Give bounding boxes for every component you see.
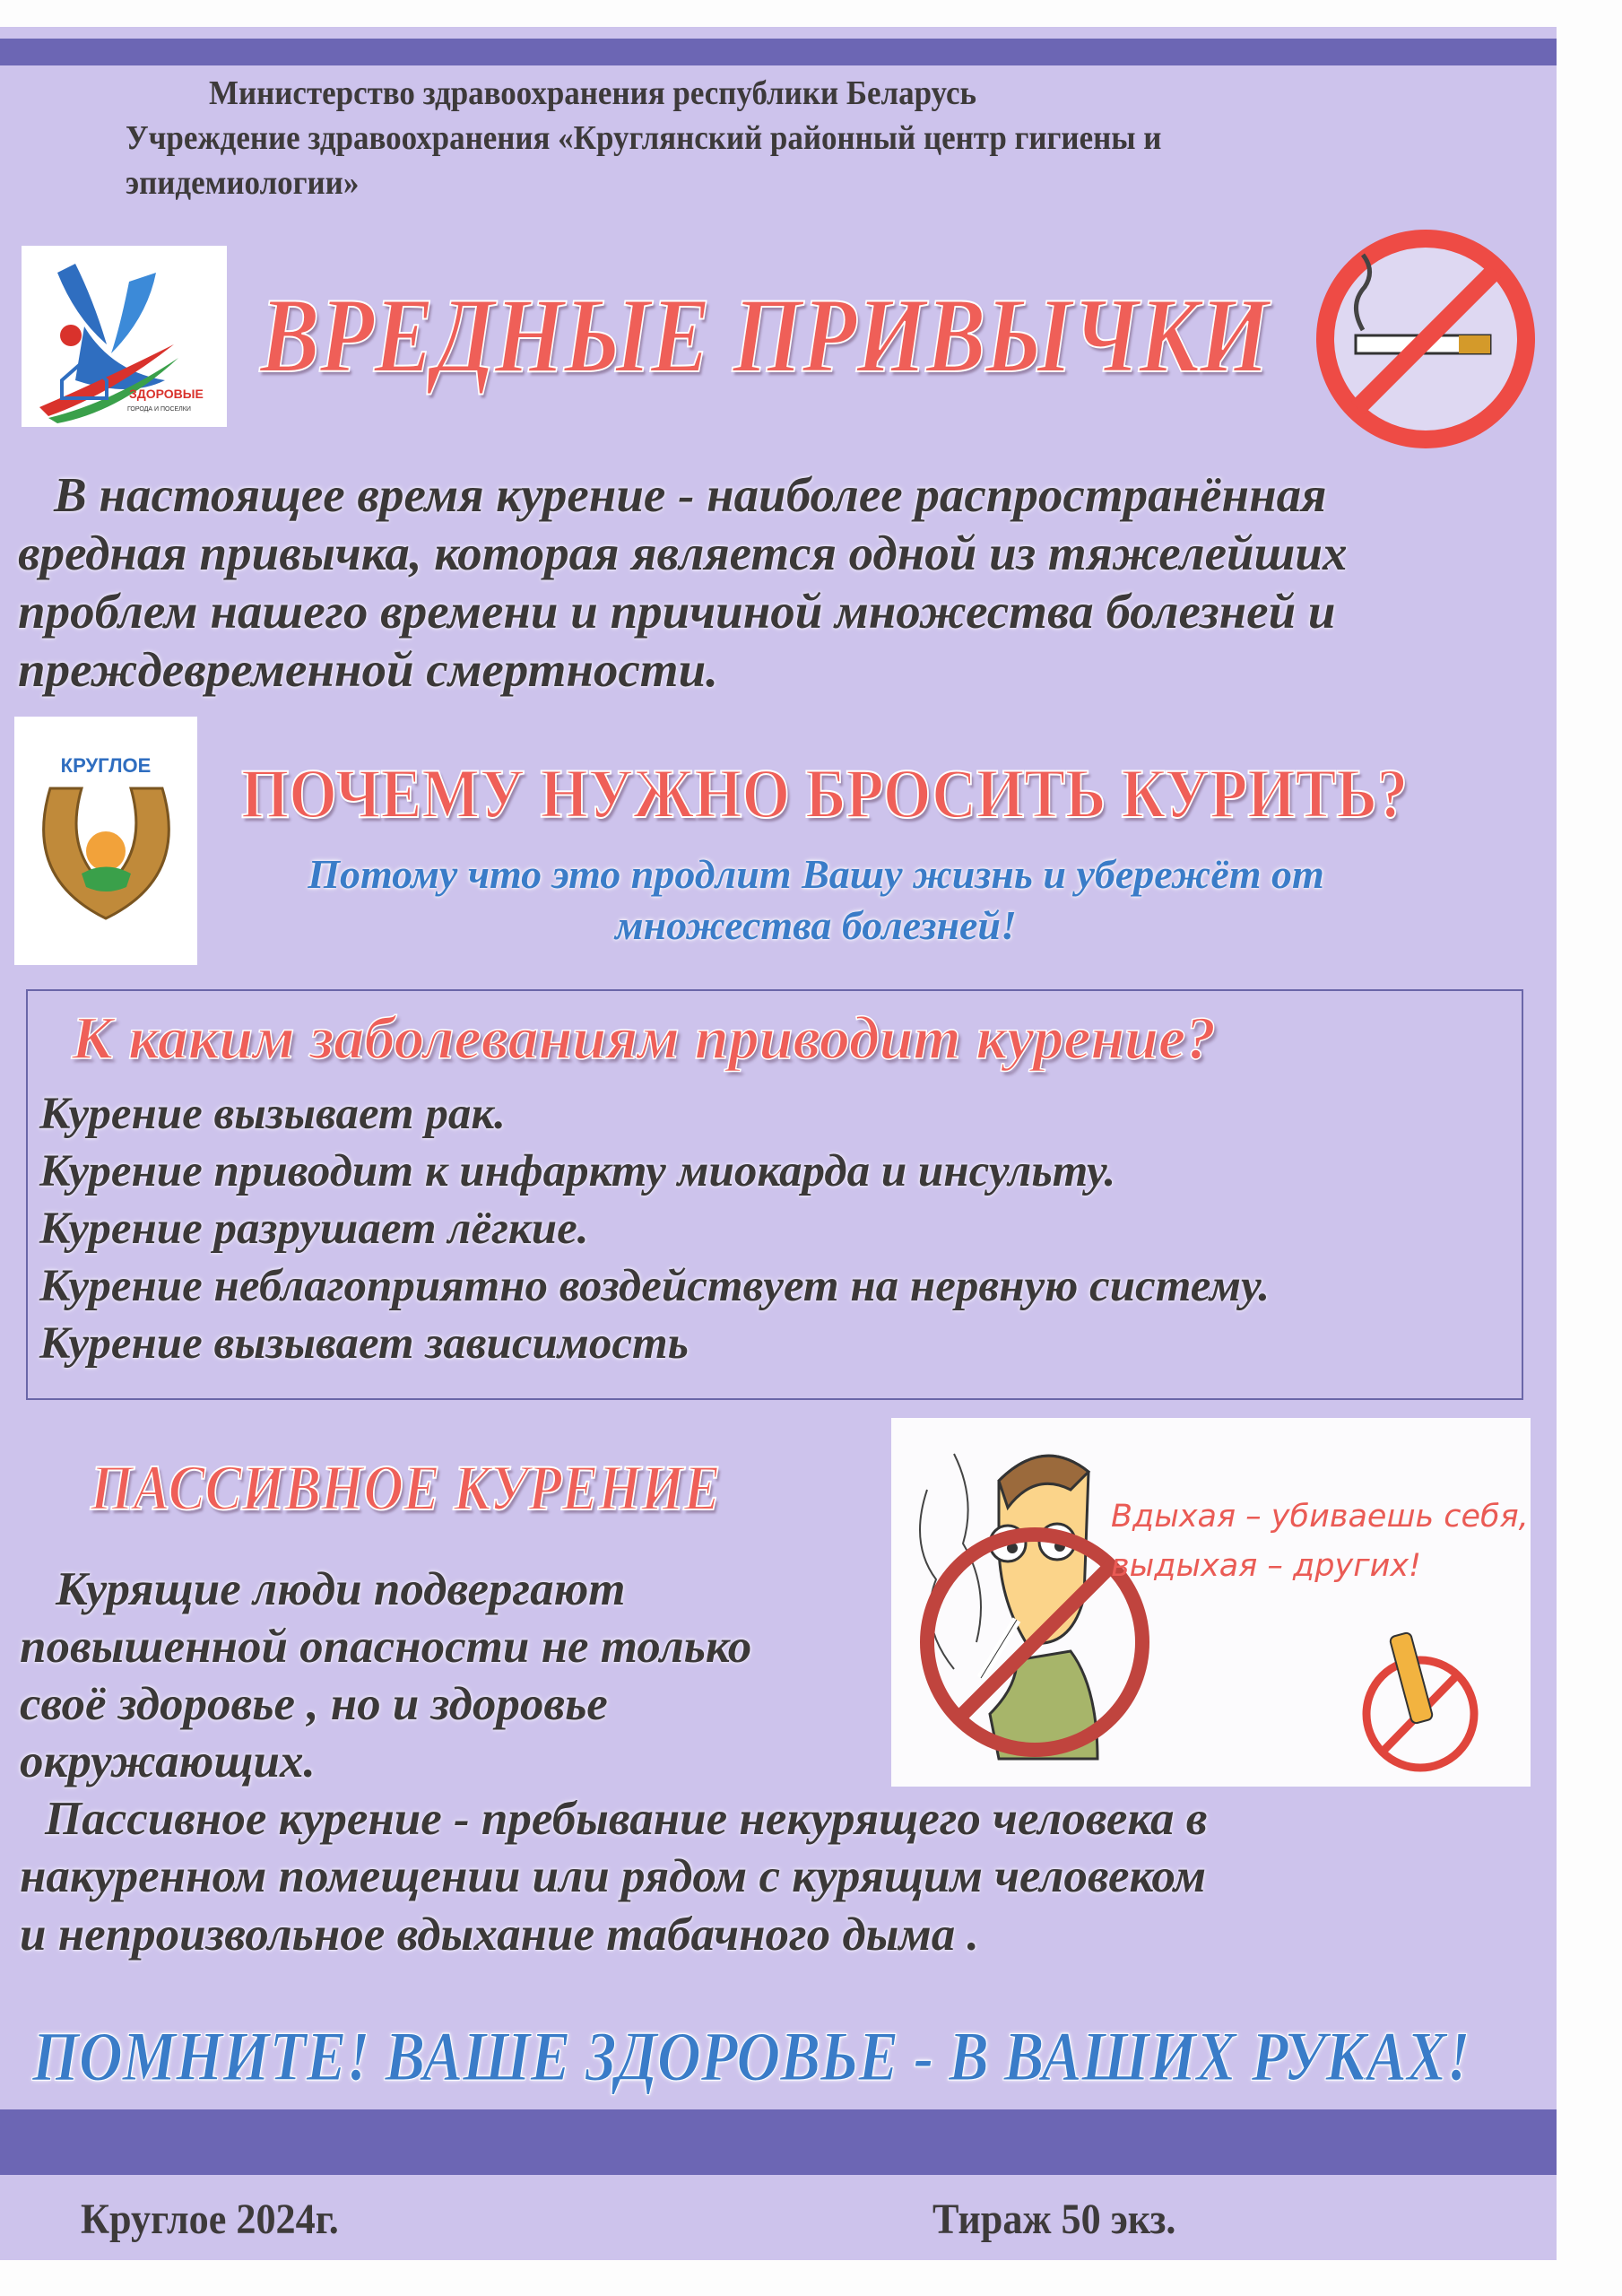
why-answer-line-1: Потому что это продлит Вашу жизнь и убережёт от (308, 851, 1324, 897)
footer-circulation: Тираж 50 экз. (932, 2196, 1176, 2243)
list-item: Курение разрушает лёгкие. (39, 1204, 589, 1254)
healthy-cities-logo (22, 246, 227, 427)
institution-line-2: эпидемиологии» (126, 164, 360, 202)
passive-smoking-heading: ПАССИВНОЕ КУРЕНИЕ (91, 1452, 721, 1524)
list-item: Курение неблагоприятно воздействует на нервную систему. (39, 1261, 1271, 1311)
bottom-band (0, 2109, 1557, 2175)
horseshoe-logo-icon (14, 717, 197, 965)
list-item: Курение приводит к инфаркту миокарда и инсульту. (39, 1146, 1116, 1196)
svg-text:ГОРОДА И ПОСЕЛКИ: ГОРОДА И ПОСЕЛКИ (127, 406, 191, 413)
svg-text:ЗДОРОВЫЕ: ЗДОРОВЫЕ (129, 387, 204, 401)
illustration-caption-line-1: Вдыхая – убиваешь себя, (1111, 1499, 1529, 1535)
krugloe-logo (14, 717, 197, 965)
svg-text:КРУГЛОЕ: КРУГЛОЕ (60, 754, 152, 777)
diseases-heading: К каким заболеваниям приводит курение? (72, 1004, 1217, 1072)
slogan: ПОМНИТЕ! ВАШЕ ЗДОРОВЬЕ - В ВАШИХ РУКАХ! (32, 2017, 1470, 2095)
top-band (0, 39, 1557, 65)
why-answer-line-2: множества болезней! (615, 902, 1017, 948)
why-quit-heading: ПОЧЕМУ НУЖНО БРОСИТЬ КУРИТЬ? (241, 754, 1409, 832)
list-item: Курение вызывает зависимость (39, 1318, 689, 1369)
dove-logo-icon (22, 246, 227, 427)
footer-place-year: Круглое 2024г. (81, 2196, 339, 2243)
list-item: Курение вызывает рак. (39, 1089, 506, 1139)
illustration-caption-line-2: выдыхая – других! (1111, 1548, 1422, 1584)
ministry-line: Министерство здравоохранения республики Беларусь (209, 74, 976, 112)
no-smoking-icon (1311, 224, 1540, 454)
passive-smoking-illustration (891, 1418, 1531, 1787)
institution-line: Учреждение здравоохранения «Круглянский районный центр гигиены и (126, 119, 1162, 157)
smoker-cartoon-icon (891, 1418, 1531, 1787)
main-title: ВРЕДНЫЕ ПРИВЫЧКИ (260, 275, 1270, 395)
